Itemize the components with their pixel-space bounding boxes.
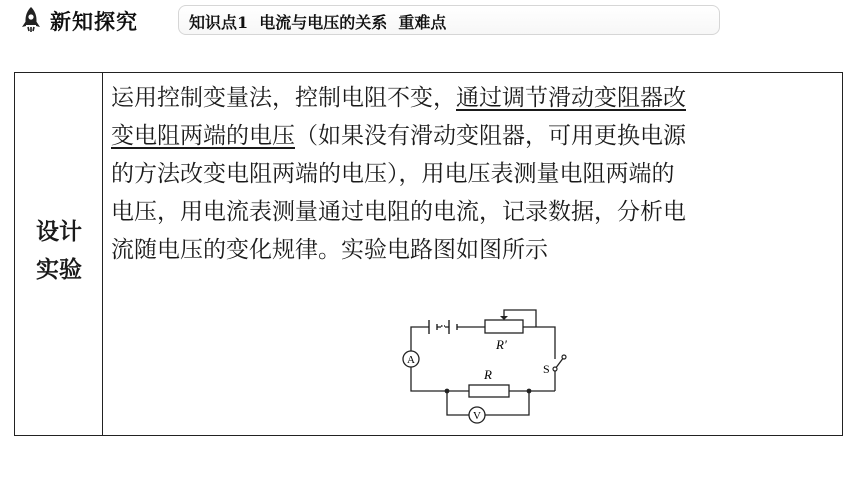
content-line: 电压，用电流表测量通过电阻的电流，记录数据，分析电 [111, 199, 686, 225]
switch-label: S [543, 362, 550, 376]
topic-text: 知识点1 电流与电压的关系 重难点 [189, 13, 447, 32]
ammeter-label: A [407, 354, 415, 366]
rocket-icon [20, 6, 42, 32]
content-line: 运用控制变量法，控制电阻不变，通过调节滑动变阻器改 [111, 85, 686, 111]
content-line: 的方法改变电阻两端的电压），用电压表测量电阻两端的 [111, 161, 675, 187]
row-label-cell [15, 73, 103, 435]
resistor [469, 385, 509, 397]
content-line: 变电阻两端的电压（如果没有滑动变阻器，可用更换电源 [111, 123, 686, 149]
voltmeter-label: V [473, 410, 481, 422]
rheostat-label: R′ [496, 337, 507, 352]
section-header [0, 0, 860, 40]
rheostat [485, 320, 523, 333]
section-title: 新知探究 [50, 9, 138, 34]
experiment-table [14, 72, 843, 436]
content-line: 流随电压的变化规律。实验电路图如图所示 [111, 237, 548, 263]
circuit-diagram [383, 307, 591, 435]
row-label: 设计 实验 [36, 219, 82, 283]
resistor-label: R [484, 367, 492, 382]
topic-bar [178, 5, 720, 35]
row-content [111, 79, 839, 269]
